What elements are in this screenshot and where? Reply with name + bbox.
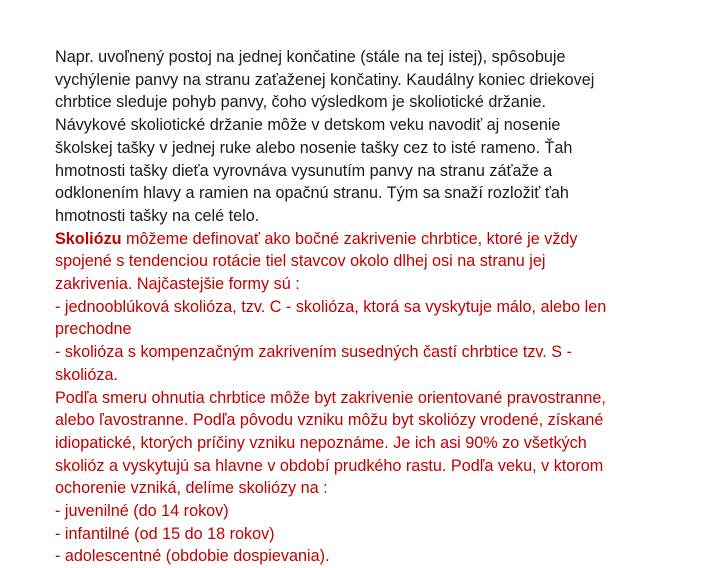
- text-line: hmotnosti tašky dieťa vyrovnáva vysunutím panvy na stranu záťaže a: [55, 161, 553, 180]
- text-line: zakrivenia. Najčastejšie formy sú :: [55, 275, 300, 294]
- text-line: skolióza.: [55, 365, 118, 384]
- text-line: prechodne: [55, 320, 132, 339]
- text-line: idiopatické, ktorých príčiny vzniku nepoznáme. Je ich asi 90% zo všetkých: [55, 433, 587, 452]
- text-line: odklonením hlavy a ramien na opačnú stranu. Tým sa snaží rozložiť ťah: [55, 184, 569, 203]
- text-line: - infantilné (od 15 do 18 rokov): [55, 524, 275, 543]
- text-line: vychýlenie panvy na stranu zaťaženej končatiny. Kaudálny koniec driekovej: [55, 70, 595, 89]
- text-line: Návykové skoliotické držanie môže v detskom veku navodiť aj nosenie: [55, 116, 561, 135]
- text-line: - juvenilné (do 14 rokov): [55, 502, 229, 521]
- paragraph-scoliosis: [55, 228, 685, 568]
- text-line: Napr. uvoľnený postoj na jednej končatine (stále na tej istej), spôsobuje: [55, 48, 566, 66]
- text-line-rest: môžeme definovať ako bočné zakrivenie chrbtice, ktoré je vždy: [121, 229, 578, 248]
- text-line: chrbtice sleduje pohyb panvy, čoho výsledkom je skoliotické držanie.: [55, 93, 546, 112]
- text-line: ochorenie vzniká, delíme skoliózy na :: [55, 479, 328, 498]
- text-line: spojené s tendenciou rotácie tiel stavcov okolo dlhej osi na stranu jej: [55, 252, 546, 271]
- text-line: skolióz a vyskytujú sa hlavne v období prudkého rastu. Podľa veku, v ktorom: [55, 456, 604, 475]
- text-line: hmotnosti tašky na celé telo.: [55, 206, 260, 225]
- text-line: - adolescentné (obdobie dospievania).: [55, 547, 330, 566]
- text-line: - jednooblúková skolióza, tzv. C - skolióza, ktorá sa vyskytuje málo, alebo len: [55, 297, 607, 316]
- text-line-first: [55, 228, 685, 251]
- document-text: [55, 46, 685, 568]
- text-line: - skolióza s kompenzačným zakrivením susedných častí chrbtice tzv. S -: [55, 343, 572, 362]
- text-line: alebo ľavostranne. Podľa pôvodu vzniku môžu byt skoliózy vrodené, získané: [55, 411, 604, 430]
- text-line: školskej tašky v jednej ruke alebo nosenie tašky cez to isté rameno. Ťah: [55, 138, 573, 157]
- bold-term: Skoliózu: [55, 229, 122, 248]
- text-line: Podľa smeru ohnutia chrbtice môže byt zakrivenie orientované pravostranne,: [55, 388, 606, 407]
- paragraph-posture: [55, 46, 685, 228]
